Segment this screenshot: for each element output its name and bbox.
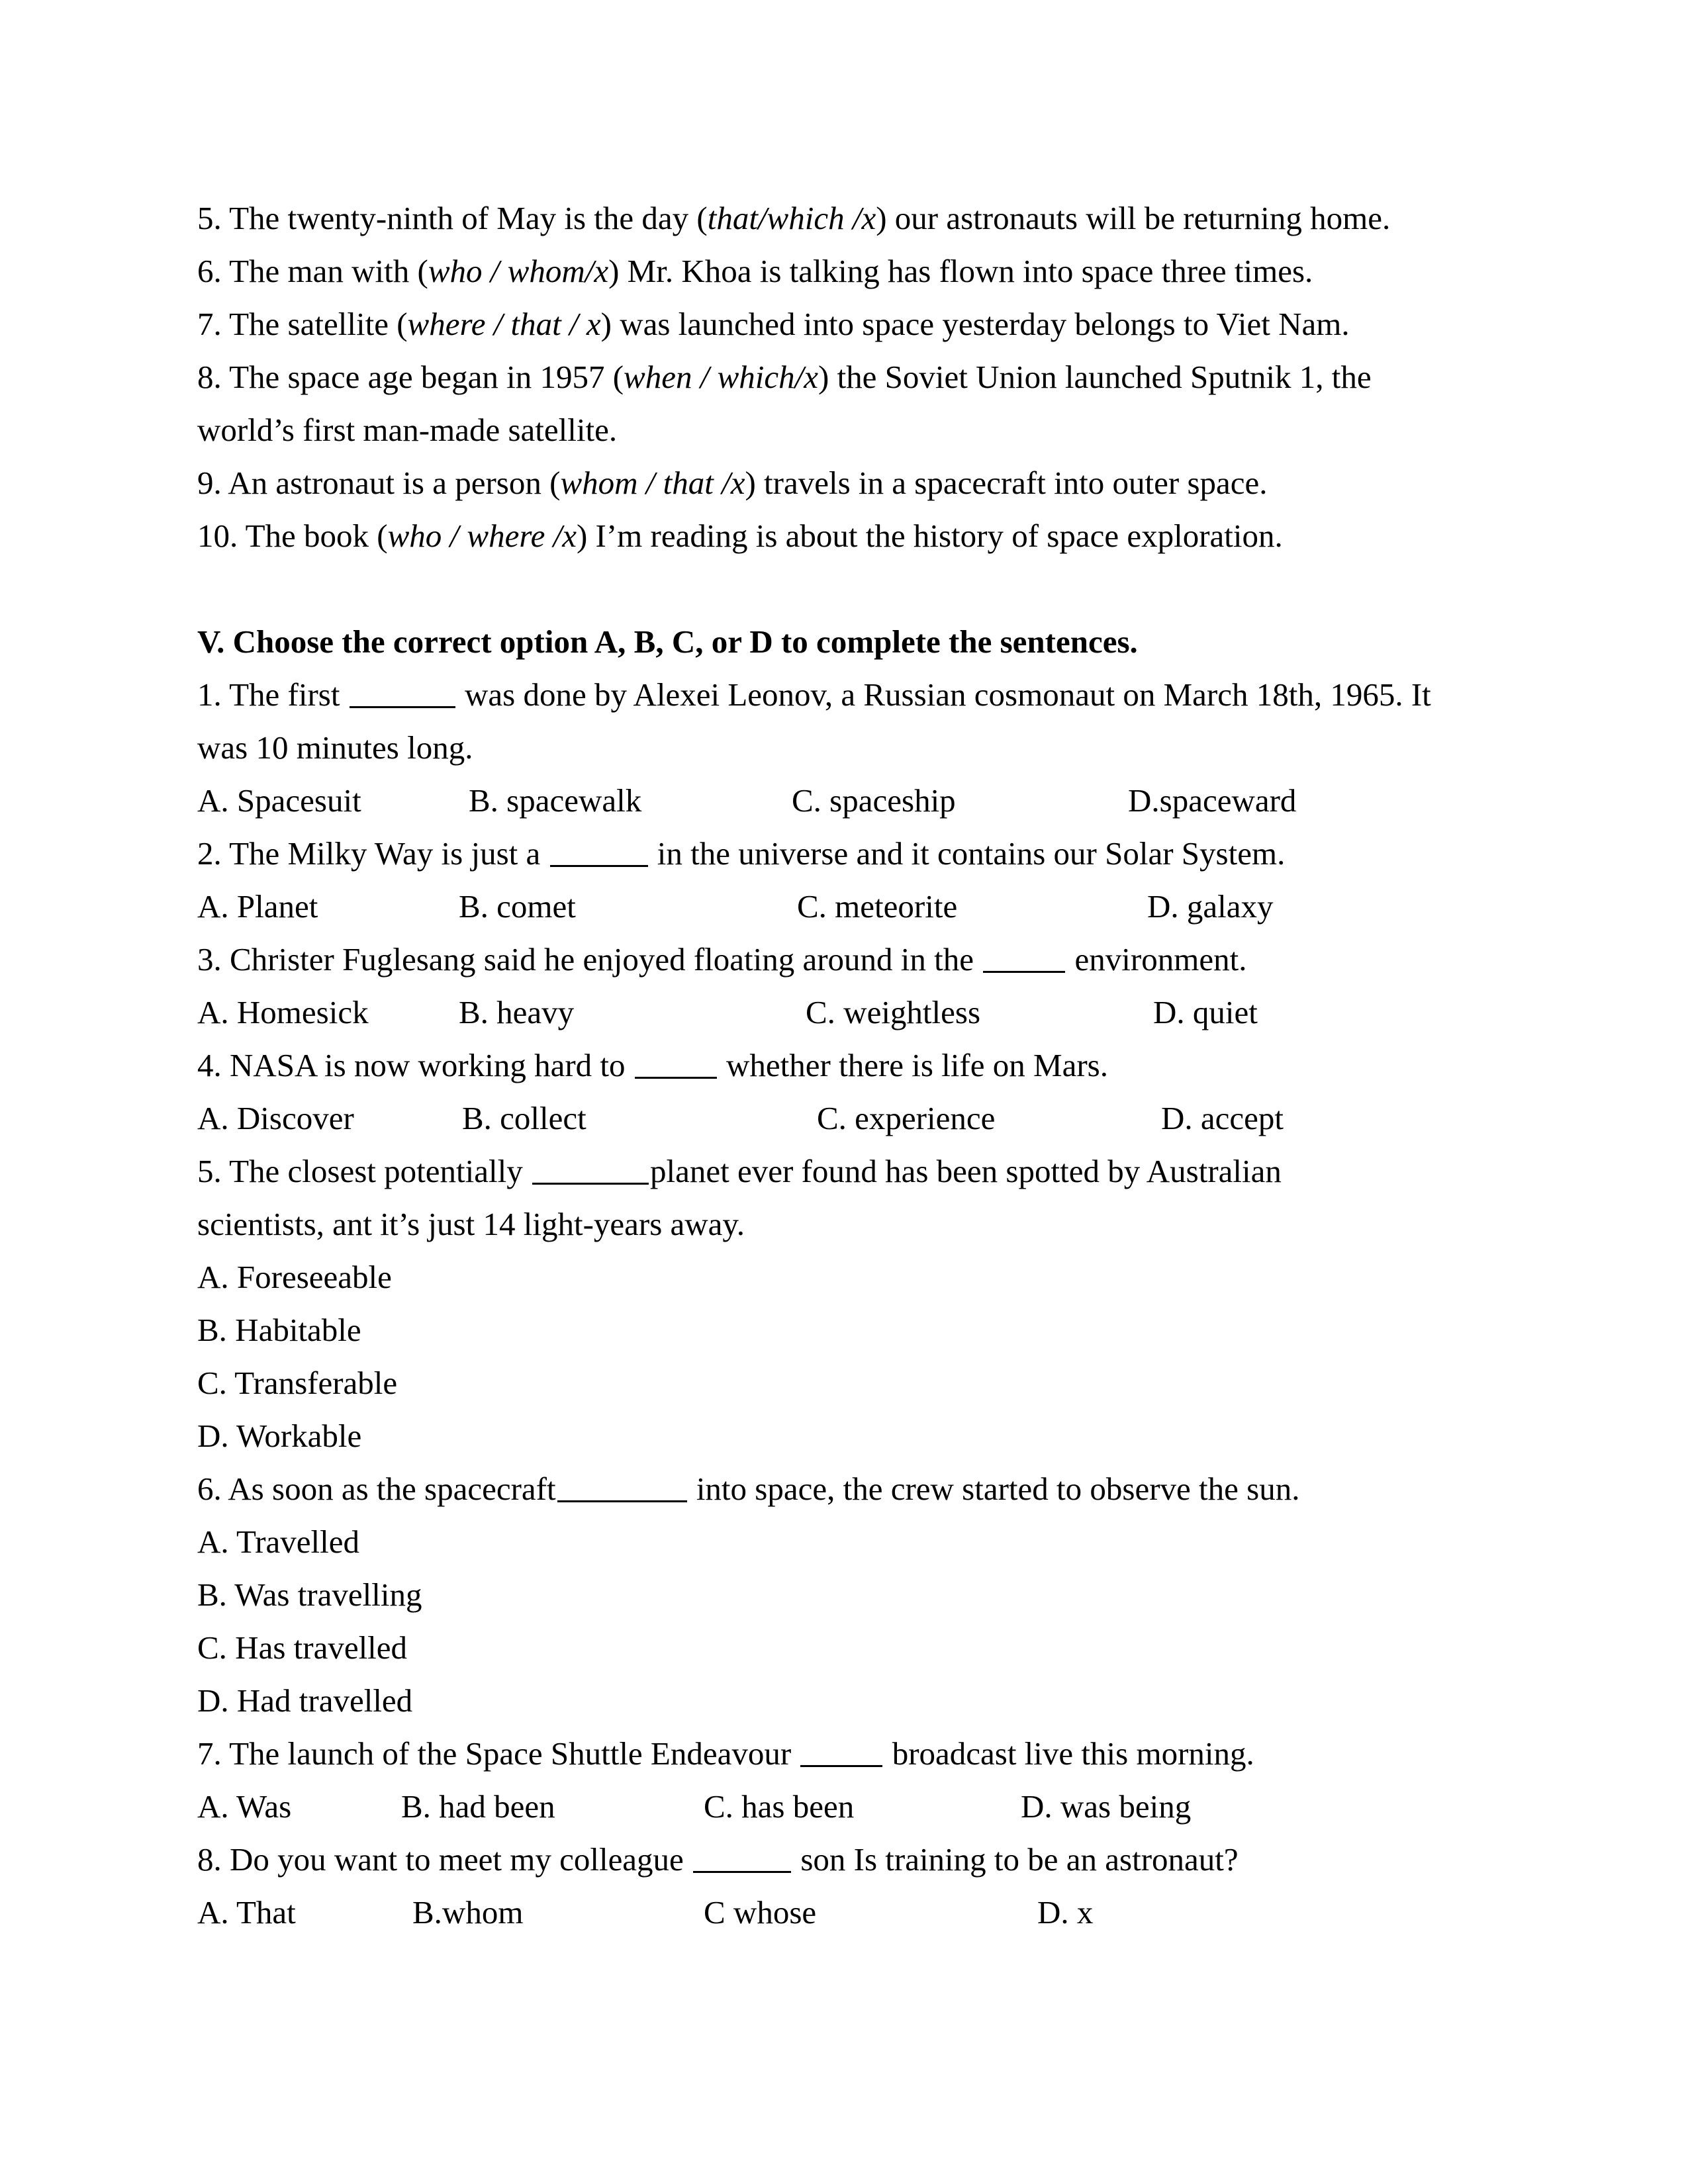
option-b: B. collect — [462, 1100, 586, 1136]
question-4: 4. NASA is now working hard to whether there is life on Mars. — [197, 1039, 1108, 1092]
question-3: 3. Christer Fuglesang said he enjoyed floating around in the environment. — [197, 933, 1246, 986]
exercise-iv-item-10: 10. The book (who / where /x) I’m reading is about the history of space exploration. — [197, 518, 1283, 554]
choice-options: when / which/x — [624, 359, 818, 395]
option-b: B. Was travelling — [197, 1576, 422, 1613]
exercise-iv-item-5: 5. The twenty-ninth of May is the day (that/which /x) our astronauts will be returning home. — [197, 200, 1391, 236]
option-c: C. spaceship — [792, 782, 956, 819]
option-b: B. Habitable — [197, 1312, 361, 1348]
answer-blank — [557, 1468, 687, 1502]
answer-blank — [350, 674, 455, 708]
option-b: B. comet — [459, 888, 576, 925]
option-a: A. Discover — [197, 1100, 354, 1136]
exercise-iv-item-8-continued: world’s first man-made satellite. — [197, 412, 618, 448]
exercise-iv-item-8: 8. The space age began in 1957 (when / which/x) the Soviet Union launched Sputnik 1, the — [197, 359, 1372, 395]
question-2: 2. The Milky Way is just a in the universe and it contains our Solar System. — [197, 827, 1285, 880]
option-d: D.spaceward — [1128, 782, 1297, 819]
question-6: 6. As soon as the spacecraft into space, the crew started to observe the sun. — [197, 1463, 1299, 1516]
choice-options: whom / that /x — [560, 465, 745, 501]
question-1-continued: was 10 minutes long. — [197, 729, 473, 766]
option-d: D. Had travelled — [197, 1682, 413, 1719]
choice-options: who / whom/x — [428, 253, 609, 289]
option-c: C. meteorite — [797, 888, 958, 925]
option-c: C. weightless — [806, 994, 981, 1030]
choice-options: where / that / x — [407, 306, 601, 342]
question-1: 1. The first was done by Alexei Leonov, a Russian cosmonaut on March 18th, 1965. It — [197, 668, 1431, 721]
option-d: D. galaxy — [1147, 888, 1274, 925]
option-c: C. experience — [817, 1100, 996, 1136]
answer-blank — [693, 1839, 791, 1873]
question-5: 5. The closest potentially planet ever found has been spotted by Australian — [197, 1145, 1282, 1198]
answer-blank — [983, 938, 1065, 973]
option-a: A. Homesick — [197, 994, 369, 1030]
option-b: B.whom — [412, 1894, 524, 1931]
option-b: B. had been — [401, 1788, 555, 1825]
exercise-iv-item-7: 7. The satellite (where / that / x) was launched into space yesterday belongs to Viet Nam. — [197, 306, 1350, 342]
option-c: C. Has travelled — [197, 1629, 408, 1666]
answer-blank — [635, 1044, 717, 1079]
option-a: A. Spacesuit — [197, 782, 361, 819]
option-b: B. heavy — [459, 994, 575, 1030]
option-d: D. accept — [1161, 1100, 1284, 1136]
option-a: A. Foreseeable — [197, 1259, 392, 1295]
answer-blank — [550, 833, 648, 867]
option-d: D. x — [1037, 1894, 1094, 1931]
option-d: D. was being — [1021, 1788, 1192, 1825]
question-7: 7. The launch of the Space Shuttle Endeavour broadcast live this morning. — [197, 1727, 1254, 1780]
section-v-heading: V. Choose the correct option A, B, C, or D to complete the sentences. — [197, 623, 1138, 660]
option-b: B. spacewalk — [469, 782, 642, 819]
option-c: C. Transferable — [197, 1365, 398, 1401]
answer-blank — [800, 1733, 882, 1767]
option-a: A. Travelled — [197, 1524, 359, 1560]
option-a: A. That — [197, 1894, 296, 1931]
option-d: D. Workable — [197, 1418, 362, 1454]
option-d: D. quiet — [1153, 994, 1258, 1030]
question-8: 8. Do you want to meet my colleague son Is training to be an astronaut? — [197, 1833, 1239, 1886]
option-c: C whose — [704, 1894, 817, 1931]
exercise-iv-item-9: 9. An astronaut is a person (whom / that /x) travels in a spacecraft into outer space. — [197, 465, 1268, 501]
option-a: A. Planet — [197, 888, 318, 925]
option-c: C. has been — [704, 1788, 855, 1825]
question-5-continued: scientists, ant it’s just 14 light-years away. — [197, 1206, 745, 1242]
choice-options: that/which /x — [707, 200, 876, 236]
answer-blank — [532, 1150, 649, 1185]
exercise-iv-item-6: 6. The man with (who / whom/x) Mr. Khoa is talking has flown into space three times. — [197, 253, 1313, 289]
option-a: A. Was — [197, 1788, 292, 1825]
choice-options: who / where /x — [387, 518, 577, 554]
